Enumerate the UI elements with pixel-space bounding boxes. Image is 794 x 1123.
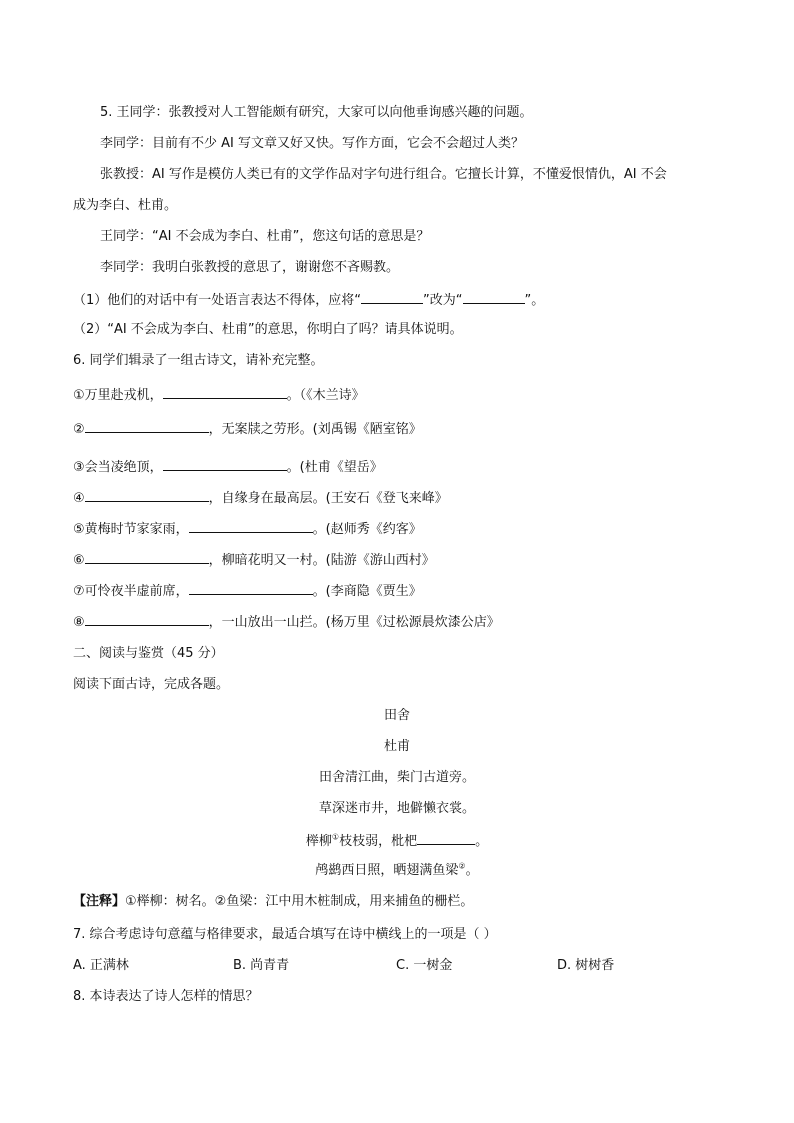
q6-item-5-post: 。(赵师秀《约客》 (312, 522, 422, 537)
answer-blank[interactable] (85, 419, 209, 433)
q5-line-3: 张教授：AI 写作是模仿人类已有的文学作品对字句进行组合。它擅长计算，不懂爱恨情仇，AI 不会 (100, 167, 667, 182)
q7-option-b[interactable]: B. 尚青青 (233, 958, 290, 973)
section-heading: 二、阅读与鉴赏（45 分） (73, 646, 224, 661)
q6-item-1-pre: ①万里赴戎机， (73, 388, 163, 403)
q5-line-2: 李同学：目前有不少 AI 写文章又好又快。写作方面，它会不会超过人类？ (100, 136, 524, 151)
answer-blank[interactable] (163, 457, 287, 471)
q6-stem: 6. 同学们辑录了一组古诗文，请补充完整。 (73, 353, 324, 368)
q6-item-7-post: 。(李商隐《贾生》 (312, 584, 422, 599)
q5-line-1: 5. 王同学：张教授对人工智能颇有研究，大家可以向他垂询感兴趣的问题。 (100, 105, 533, 120)
q8-stem: 8. 本诗表达了诗人怎样的情思？ (73, 989, 259, 1004)
q6-item-1-post: 。（《木兰诗》 (286, 388, 365, 403)
section-intro: 阅读下面古诗，完成各题。 (73, 677, 230, 692)
answer-blank[interactable] (361, 290, 423, 304)
q5-sub1 (73, 290, 544, 310)
poem-line-4-start: 鸬鹚西日照，晒翅满鱼梁 (315, 863, 459, 878)
q5-sub1-text-a: （1）他们的对话中有一处语言表达不得体，应将“ (73, 293, 362, 308)
q6-item-3-pre: ③会当凌绝顶， (73, 460, 163, 475)
q6-item-6-post: ，柳暗花明又一村。(陆游《游山西村》 (208, 553, 435, 568)
answer-blank[interactable] (463, 290, 525, 304)
poem-line-4-end: 。 (465, 863, 479, 878)
poem-author: 杜甫 (383, 739, 410, 754)
answer-blank[interactable] (189, 581, 313, 595)
q6-item-6 (73, 550, 435, 570)
poem-line-3-end: 。 (475, 834, 489, 849)
q6-item-4 (73, 488, 448, 508)
footnote-marker: ① (331, 832, 340, 842)
poem-title: 田舍 (383, 708, 410, 723)
q6-item-3 (73, 457, 383, 477)
q5-sub1-text-b: ”改为“ (423, 293, 463, 308)
poem-line-3 (0, 831, 794, 851)
q6-item-4-post: ，自缘身在最高层。(王安石《登飞来峰》 (208, 491, 448, 506)
poem-notes (73, 893, 473, 911)
q6-item-7 (73, 581, 422, 601)
q6-item-7-pre: ⑦可怜夜半虚前席， (73, 584, 189, 599)
footnote-marker: ② (458, 861, 466, 871)
q6-item-6-pre: ⑥ (73, 553, 85, 568)
notes-label: 【注释】 (73, 894, 126, 909)
poem-line-1: 田舍清江曲，柴门古道旁。 (318, 770, 475, 785)
poem-line-2: 草深迷市井，地僻懒衣裳。 (318, 801, 475, 816)
q5-line-6: 李同学：我明白张教授的意思了，谢谢您不吝赐教。 (100, 260, 400, 275)
q5-line-5: 王同学：“AI 不会成为李白、杜甫”，您这句话的意思是？ (100, 229, 430, 244)
q6-item-5 (73, 519, 422, 539)
q6-item-2 (73, 419, 422, 439)
q5-sub1-text-c: ”。 (524, 293, 545, 308)
poem-line-4 (0, 862, 794, 880)
q6-item-3-post: 。(杜甫《望岳》 (286, 460, 383, 475)
q6-item-8-pre: ⑧ (73, 615, 85, 630)
poem-line-3-middle: 枝枝弱，枇杷 (339, 834, 418, 849)
q7-option-a[interactable]: A. 正满林 (73, 958, 129, 973)
q7-option-c[interactable]: C. 一树金 (396, 958, 453, 973)
q6-item-2-pre: ② (73, 422, 85, 437)
q7-stem: 7. 综合考虑诗句意蕴与格律要求，最适合填写在诗中横线上的一项是（ ） (73, 927, 497, 942)
q6-item-1 (73, 385, 365, 405)
q5-line-4: 成为李白、杜甫。 (73, 198, 178, 213)
answer-blank[interactable] (85, 612, 209, 626)
answer-blank[interactable] (163, 385, 287, 399)
notes-text: ①榉柳：树名。②鱼梁：江中用木桩制成，用来捕鱼的栅栏。 (125, 894, 474, 909)
q6-item-8-post: ，一山放出一山拦。(杨万里《过松源晨炊漆公店》 (208, 615, 500, 630)
q7-option-d[interactable]: D. 树树香 (557, 958, 615, 973)
q6-item-8 (73, 612, 500, 632)
answer-blank[interactable] (85, 488, 209, 502)
answer-blank[interactable] (85, 550, 209, 564)
poem-line-3-start: 榉柳 (305, 834, 332, 849)
q6-item-2-post: ，无案牍之劳形。(刘禹锡《陋室铭》 (208, 422, 422, 437)
q6-item-4-pre: ④ (73, 491, 85, 506)
q5-sub2: （2）“AI 不会成为李白、杜甫”的意思，你明白了吗？请具体说明。 (73, 322, 463, 337)
answer-blank[interactable] (189, 519, 313, 533)
q6-item-5-pre: ⑤黄梅时节家家雨， (73, 522, 189, 537)
answer-blank[interactable] (417, 831, 475, 845)
